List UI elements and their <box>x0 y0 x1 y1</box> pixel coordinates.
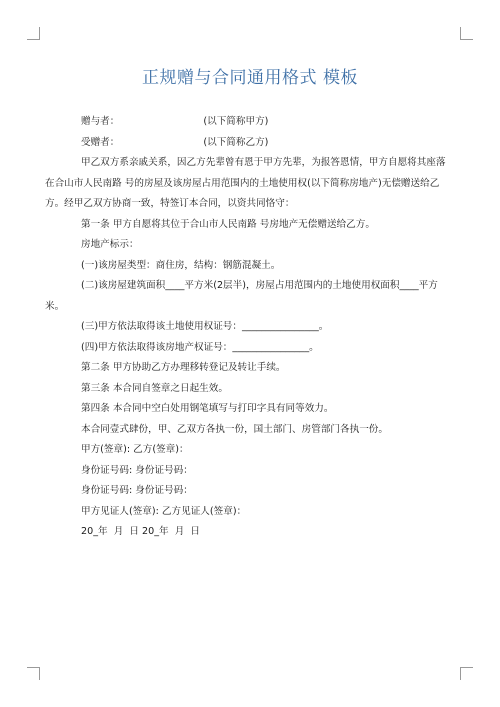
document-title: 正规赠与合同通用格式 模板 <box>142 68 358 88</box>
page-corner-mark-top-right <box>460 27 473 40</box>
article-2: 第二条 甲方协助乙方办理移转登记及转让手续。 <box>81 362 286 373</box>
copies-clause: 本合同壹式肆份，甲、乙双方各执一份，国土部门、房管部门各执一份。 <box>81 423 388 435</box>
donee-row <box>62 133 447 154</box>
witnesses-row: 甲方见证人(签章): 乙方见证人(签章)： <box>81 505 247 517</box>
article-1: 第一条 甲方自愿将其位于合山市人民南路 号房地产无偿赠送给乙方。 <box>81 218 375 230</box>
donor-label: 赠与者： <box>81 116 120 127</box>
document-body <box>45 112 447 543</box>
article-4: 第四条 本合同中空白处用钢笔填写与打印字具有同等效力。 <box>81 403 334 414</box>
property-item-3: (三)甲方依法取得该土地使用权证号：________________。 <box>81 321 329 332</box>
signature-parties: 甲方(签章): 乙方(签章)： <box>81 444 189 455</box>
page-corner-mark-bottom-left <box>27 667 40 680</box>
donee-note: (以下简称乙方) <box>203 136 269 148</box>
donor-note: (以下简称甲方) <box>203 116 269 127</box>
id-numbers-row-1: 身份证号码: 身份证号码： <box>81 464 193 476</box>
donee-label: 受赠者： <box>81 136 120 148</box>
preamble-paragraph: 甲乙双方系亲戚关系，因乙方先辈曾有恩于甲方先辈，为报答恩情，甲方自愿将其座落在合山市人民南路 号的房屋及该房屋占用范围内的土地使用权(以下简称房地产)无偿赠送给乙方。经甲乙双方协商一致，特签订本合同，以资共同恪守： <box>45 157 446 209</box>
property-item-4: (四)甲方依法取得该房地产权证号：________________。 <box>81 341 319 353</box>
donor-row <box>62 112 447 133</box>
article-3: 第三条 本合同自签章之日起生效。 <box>81 382 228 394</box>
property-label: 房地产标示： <box>81 239 139 250</box>
property-item-2: (二)该房屋建筑面积____平方米(2层半)，房屋占用范围内的土地使用权面积____平方米。 <box>45 280 438 312</box>
page-corner-mark-bottom-right <box>460 667 473 680</box>
property-item-1: (一)该房屋类型：商住房，结构：钢筋混凝土。 <box>81 259 281 271</box>
date-line: 20_年 月 日 20_年 月 日 <box>81 526 201 537</box>
id-numbers-row-2: 身份证号码: 身份证号码： <box>81 485 193 496</box>
page-corner-mark-top-left <box>27 27 40 40</box>
